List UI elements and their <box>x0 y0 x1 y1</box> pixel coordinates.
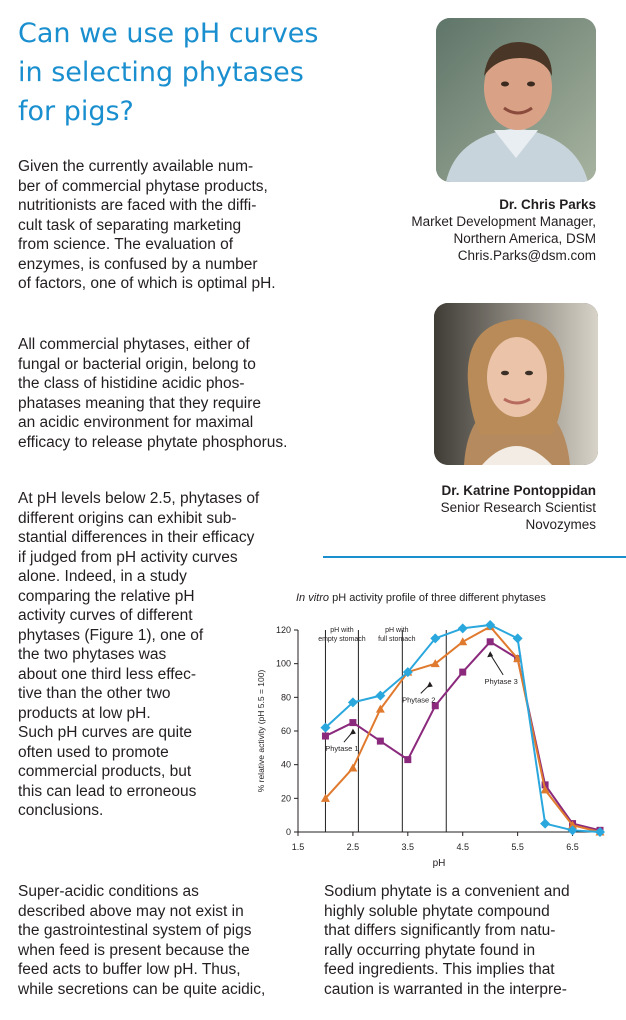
region-label: pH with <box>330 627 354 634</box>
article-title: Can we use pH curves in selecting phytases for pigs? <box>18 18 319 127</box>
data-point <box>348 764 357 772</box>
y-tick-label: 120 <box>275 625 291 635</box>
paragraph-histidine: All commercial phytases, either of fungal or bacterial origin, belong to the class of histidine acidic phos- phatases meaning that they require an acidic environment for maximal efficacy to release phytate phosphorus. <box>18 336 288 451</box>
y-tick-label: 40 <box>280 759 291 770</box>
author-photo-katrine-pontoppidan <box>434 303 598 465</box>
ph-activity-chart <box>250 610 620 870</box>
series-annotation-label: Phytase 1 <box>325 744 359 754</box>
x-tick-label: 6.5 <box>566 842 579 852</box>
region-label: full stomach <box>378 636 416 643</box>
author-org: Northern America, DSM <box>453 231 596 246</box>
data-point <box>459 669 466 676</box>
x-tick-label: 1.5 <box>291 842 305 852</box>
annotation-arrow-head <box>487 651 493 657</box>
author-block-chris-parks <box>411 196 596 264</box>
y-tick-label: 80 <box>280 692 291 703</box>
portrait-woman-illustration <box>434 303 598 465</box>
data-point <box>349 719 356 726</box>
data-point <box>487 638 494 645</box>
data-point <box>458 623 468 633</box>
series-line-phytase-2 <box>325 627 600 832</box>
data-point <box>540 819 550 829</box>
region-label: pH with <box>385 627 409 634</box>
paragraph-intro: Given the currently available num- ber of commercial phytase products, nutritionists are faced with the diffi- cult task of separating marketing from science. The evaluation of enzymes, is confused by a number of factors, one of which is optimal pH. <box>18 158 276 292</box>
portrait-man-illustration <box>436 18 596 182</box>
annotation-arrow-head <box>427 682 433 688</box>
y-tick-label: 60 <box>280 726 291 736</box>
y-axis-label: % relative activity (pH 5.5 = 100) <box>256 669 266 793</box>
annotation-arrow-head <box>350 729 356 735</box>
region-label: empty stomach <box>318 636 366 643</box>
annotation-arrow-line <box>490 654 503 675</box>
x-tick-label: 5.5 <box>511 842 524 852</box>
x-axis-label: pH <box>432 858 446 869</box>
data-point <box>322 733 329 740</box>
paragraph-sodium-phytate: Sodium phytate is a convenient and highly soluble phytate compound that differs significantly from natu- rally occurring phytate found in feed ingredients. This implies that caution is warranted in the interpre- <box>324 883 570 998</box>
author-photo-chris-parks <box>436 18 596 182</box>
x-tick-label: 3.5 <box>401 842 415 852</box>
figure-title: In vitro pH activity profile of three different phytases <box>296 592 546 604</box>
section-divider <box>323 556 626 558</box>
x-tick-label: 2.5 <box>346 842 360 852</box>
data-point <box>458 637 467 645</box>
series-line-phytase-3 <box>325 625 600 832</box>
author-role: Market Development Manager, <box>411 214 596 229</box>
data-point <box>377 738 384 745</box>
author-name: Dr. Chris Parks <box>499 197 596 212</box>
data-point <box>513 633 523 643</box>
y-tick-label: 0 <box>285 827 291 837</box>
paragraph-super-acidic: Super-acidic conditions as described above may not exist in the gastrointestinal system of pigs when feed is present because the feed acts to buffer low pH. Thus, while secretions can be quite acidic, <box>18 883 266 998</box>
y-tick-label: 100 <box>275 658 291 669</box>
series-annotation-label: Phytase 2 <box>402 695 436 705</box>
author-email[interactable]: Chris.Parks@dsm.com <box>457 248 596 263</box>
author-role: Senior Research Scientist <box>440 500 596 515</box>
series-annotation-label: Phytase 3 <box>484 676 518 686</box>
y-tick-label: 20 <box>280 793 291 804</box>
author-block-katrine-pontoppidan <box>441 482 596 533</box>
author-org: Novozymes <box>525 517 596 532</box>
data-point <box>404 756 411 763</box>
x-tick-label: 4.5 <box>456 842 469 852</box>
paragraph-low-ph: At pH levels below 2.5, phytases of different origins can exhibit sub- stantial differences in their efficacy if judged from pH activity curves alone. Indeed, in a study comparing the relative pH activity curves of different phytases (Figure 1), one of the two phytases was about one third less effec- tive than the other two products at low pH. Such pH curves are quite often used to promote commercial products, but this can lead to erroneous conclusions. <box>18 490 260 819</box>
author-name: Dr. Katrine Pontoppidan <box>441 483 596 498</box>
